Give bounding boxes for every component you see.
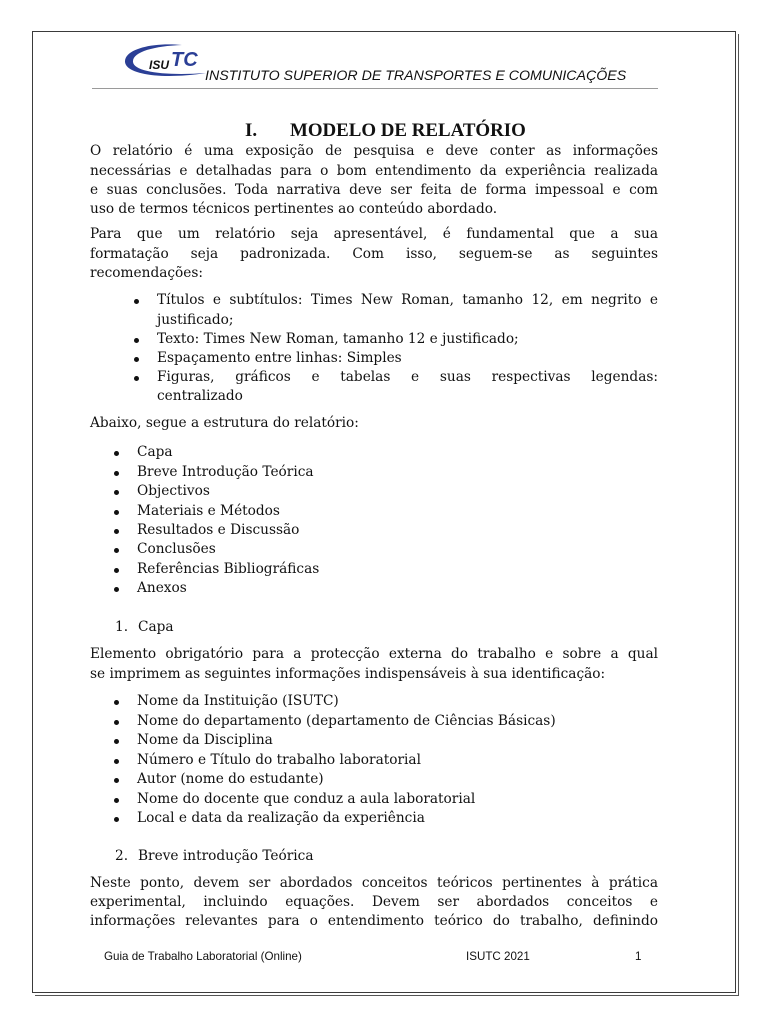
footer-edition: ISUTC 2021 [466, 950, 530, 963]
list-item-text: Autor (nome do estudante) [137, 771, 324, 788]
list-item [137, 560, 658, 579]
list-item-text: Texto: Times New Roman, tamanho 12 e justificado; [157, 330, 519, 347]
list-item [137, 579, 658, 598]
list-item [137, 770, 658, 790]
paragraph-intro-teorica [90, 874, 658, 931]
recommendations-list [157, 291, 658, 406]
bullet-icon [134, 357, 139, 362]
text-line: e suas conclusões. Toda narrativa deve ser feita de forma impessoal e com [90, 181, 658, 198]
list-item [137, 463, 658, 482]
paragraph-report-definition [90, 142, 658, 219]
list-item [137, 540, 658, 559]
list-item [137, 751, 658, 771]
list-item-text: Objectivos [137, 483, 210, 500]
list-item-text: Títulos e subtítulos: Times New Roman, tamanho 12, em negrito e [157, 292, 658, 309]
text-line: se imprimem as seguintes informações indispensáveis à sua identificação: [90, 665, 606, 682]
list-item-text: Local e data da realização da experiência [137, 810, 425, 827]
institution-name: INSTITUTO SUPERIOR DE TRANSPORTES E COMUNICAÇÕES [205, 68, 627, 84]
structure-intro: Abaixo, segue a estrutura do relatório: [90, 415, 359, 432]
list-item [137, 443, 658, 462]
list-item-text: Capa [137, 444, 173, 461]
logo-isu-text: ISU [149, 58, 170, 72]
list-item [157, 291, 658, 329]
text-line: Para que um relatório seja apresentável, é fundamental que a sua [90, 226, 658, 243]
list-item-text: Nome da Instituição (ISUTC) [137, 693, 339, 710]
isutc-logo [120, 40, 212, 84]
list-item [137, 692, 658, 712]
list-item-text: Anexos [137, 580, 187, 597]
heading-capa-number: 1. [115, 619, 129, 636]
list-item-text: justificado; [157, 311, 234, 328]
heading-intro-number: 2. [115, 848, 129, 865]
list-item [137, 712, 658, 732]
list-item-text: Espaçamento entre linhas: Simples [157, 350, 402, 366]
list-item-text: Figuras, gráficos e tabelas e suas respectivas legendas: [157, 369, 658, 386]
section-title: MODELO DE RELATÓRIO [290, 120, 526, 141]
list-item-text: Nome do docente que conduz a aula laboratorial [137, 790, 476, 807]
list-item-text: Nome da Disciplina [137, 732, 273, 749]
paragraph-formatting [90, 225, 658, 283]
text-line: necessárias e detalhadas para o bom entendimento da experiência realizada [90, 162, 658, 179]
list-item [137, 790, 658, 810]
bullet-icon [114, 720, 119, 725]
list-item-text: Resultados e Discussão [137, 521, 300, 538]
list-item [137, 502, 658, 521]
bullet-icon [114, 759, 119, 764]
footer-guide-title: Guia de Trabalho Laboratorial (Online) [104, 950, 302, 963]
list-item-text: Número e Título do trabalho laboratorial [137, 751, 421, 768]
capa-items-list [137, 692, 658, 829]
list-item [137, 521, 658, 540]
text-line: Neste ponto, devem ser abordados conceitos teóricos pertinentes à prática [90, 875, 658, 892]
list-item-text: Materiais e Métodos [137, 502, 280, 519]
logo-tc-text: TC [171, 49, 198, 71]
list-item [157, 368, 658, 406]
text-line: uso de termos técnicos pertinentes ao conteúdo abordado. [90, 201, 498, 217]
list-item-text: Referências Bibliográficas [137, 560, 320, 577]
list-item-text: Breve Introdução Teórica [137, 463, 314, 480]
list-item [137, 809, 658, 829]
list-item-text: Nome do departamento (departamento de Ciências Básicas) [137, 712, 556, 729]
text-line: formatação seja padronizada. Com isso, seguem-se as seguintes [90, 245, 658, 262]
footer-page-number: 1 [635, 950, 642, 963]
text-line: O relatório é uma exposição de pesquisa e deve conter as informações [90, 143, 658, 160]
text-line: experimental, incluindo equações. Devem ser abordados conceitos e [90, 894, 658, 911]
bullet-icon [134, 338, 139, 343]
list-item-text: Conclusões [137, 541, 216, 558]
structure-list [137, 443, 658, 598]
bullet-icon [114, 529, 119, 534]
text-line: Elemento obrigatório para a protecção externa do trabalho e sobre a qual [90, 646, 658, 663]
list-item-text: centralizado [157, 388, 243, 405]
bullet-icon [114, 798, 119, 803]
heading-capa-title: Capa [138, 619, 174, 636]
bullet-icon [114, 568, 119, 573]
bullet-icon [114, 510, 119, 515]
paragraph-capa [90, 645, 658, 683]
text-line: informações relevantes para o entendimento teórico do trabalho, definindo [90, 913, 658, 930]
list-item [137, 482, 658, 501]
list-item [137, 731, 658, 751]
bullet-icon [114, 471, 119, 476]
list-item [157, 349, 658, 368]
list-item [157, 330, 658, 349]
heading-intro-title: Breve introdução Teórica [138, 848, 314, 865]
section-number: I. [245, 120, 258, 141]
header-rule [92, 88, 658, 89]
text-line: recomendações: [90, 264, 204, 281]
